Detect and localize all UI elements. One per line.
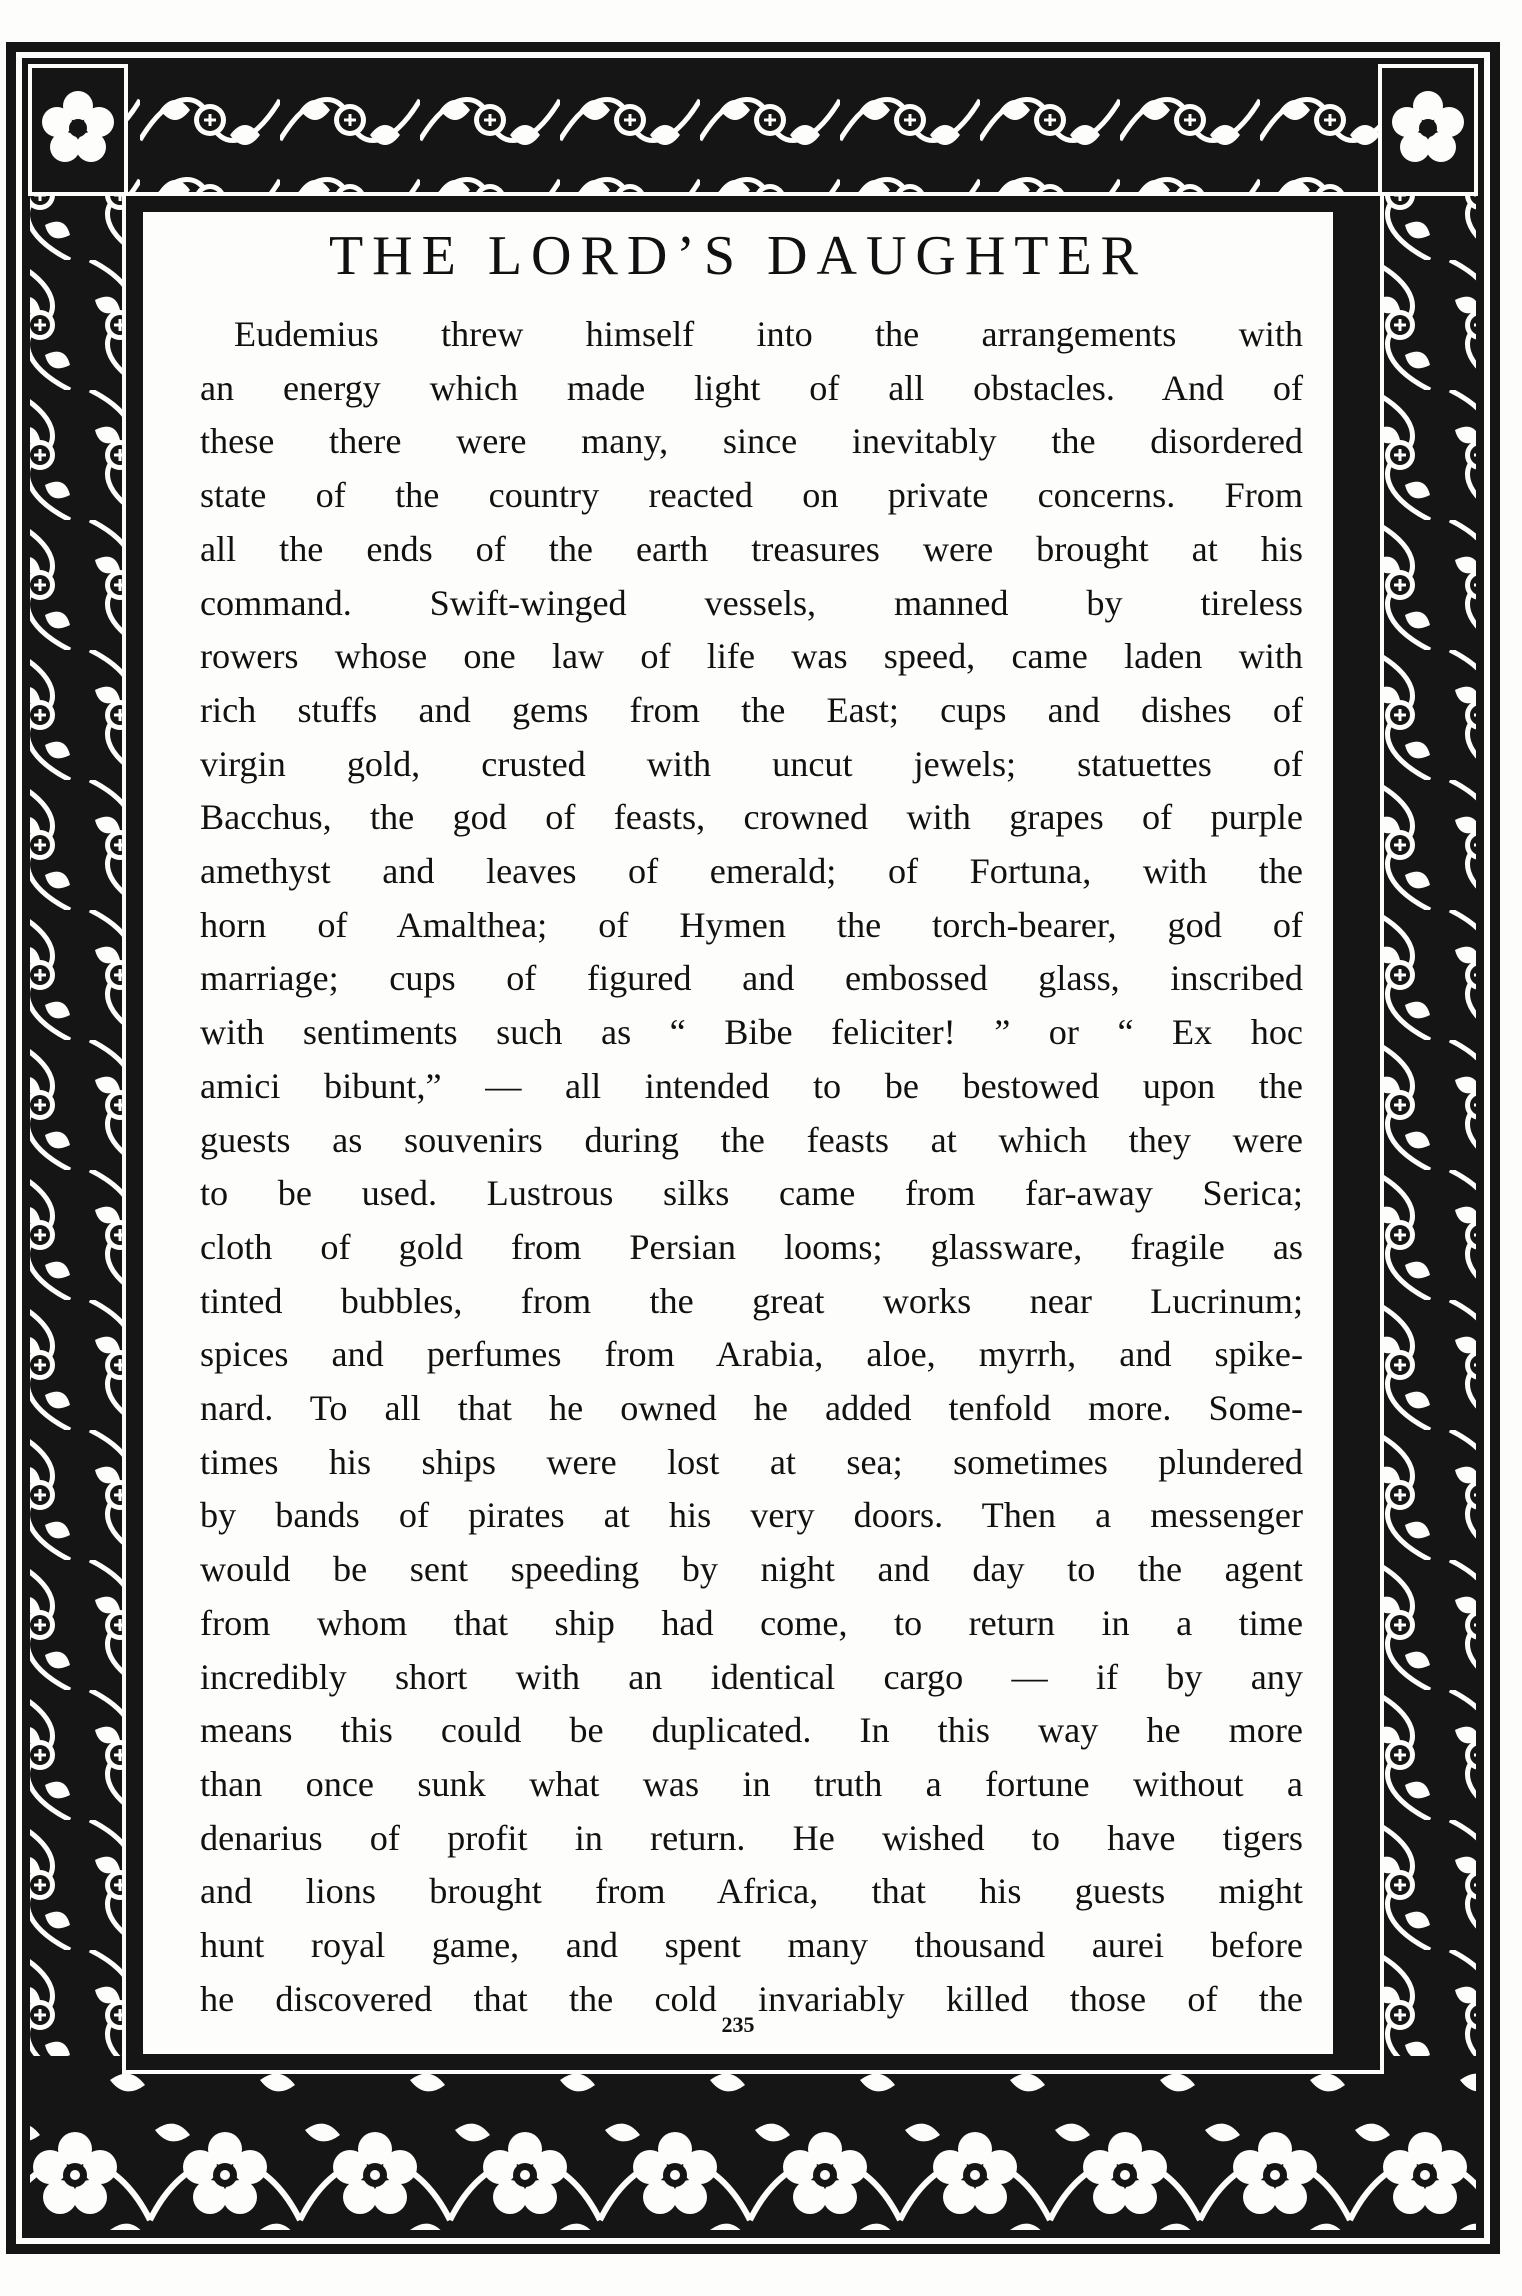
text-line: virgin gold, crusted with uncut jewels; statuettes of xyxy=(200,743,1303,784)
text-line: Eudemius threw himself into the arrangements with xyxy=(234,314,1303,354)
text-panel xyxy=(143,212,1333,2054)
text-line: spices and perfumes from Arabia, aloe, myrrh, and spike- xyxy=(200,1334,1303,1375)
text-line: Bacchus, the god of feasts, crowned with grapes of purple xyxy=(200,797,1303,838)
text-line: than once sunk what was in truth a fortune without a xyxy=(200,1763,1303,1804)
text-line: nard. To all that he owned he added tenfold more. Some- xyxy=(200,1388,1303,1429)
text-line: amethyst and leaves of emerald; of Fortuna, with the xyxy=(200,851,1303,892)
text-line: by bands of pirates at his very doors. Then a messenger xyxy=(200,1495,1303,1536)
text-line: these there were many, since inevitably the disordered xyxy=(200,421,1303,462)
text-line: marriage; cups of figured and embossed glass, inscribed xyxy=(200,958,1303,999)
text-line: command. Swift-winged vessels, manned by tireless xyxy=(200,582,1303,623)
text-line: rowers whose one law of life was speed, came laden with xyxy=(200,636,1303,677)
text-line: cloth of gold from Persian looms; glassware, fragile as xyxy=(200,1226,1303,1267)
body-text xyxy=(200,308,1303,2027)
text-line: from whom that ship had come, to return in a time xyxy=(200,1602,1303,1643)
text-line: amici bibunt,” — all intended to be bestowed upon the xyxy=(200,1065,1303,1106)
text-line: all the ends of the earth treasures were brought at his xyxy=(200,528,1303,569)
text-line: to be used. Lustrous silks came from far-away Serica; xyxy=(200,1173,1303,1214)
text-line: and lions brought from Africa, that his guests might xyxy=(200,1871,1303,1912)
text-line: hunt royal game, and spent many thousand aurei before xyxy=(200,1925,1303,1966)
text-line: incredibly short with an identical cargo — if by any xyxy=(200,1656,1303,1697)
text-line: he discovered that the cold invariably killed those of the xyxy=(200,1978,1303,2019)
text-line: means this could be duplicated. In this way he more xyxy=(200,1710,1303,1751)
page-number: 235 xyxy=(721,2012,755,2037)
text-line: denarius of profit in return. He wished to have tigers xyxy=(200,1817,1303,1858)
text-line: would be sent speeding by night and day to the agent xyxy=(200,1549,1303,1590)
text-line: with sentiments such as “ Bibe feliciter! ” or “ Ex hoc xyxy=(200,1012,1303,1053)
text-line: times his ships were lost at sea; sometimes plundered xyxy=(200,1441,1303,1482)
text-line: state of the country reacted on private concerns. From xyxy=(200,475,1303,516)
text-line: an energy which made light of all obstacles. And of xyxy=(200,367,1303,408)
text-line: horn of Amalthea; of Hymen the torch-bearer, god of xyxy=(200,904,1303,945)
text-line: tinted bubbles, from the great works near Lucrinum; xyxy=(200,1280,1303,1321)
page-title: THE LORD’S DAUGHTER xyxy=(328,225,1148,287)
text-line: guests as souvenirs during the feasts at which they were xyxy=(200,1119,1303,1160)
text-line: rich stuffs and gems from the East; cups and dishes of xyxy=(200,689,1303,730)
